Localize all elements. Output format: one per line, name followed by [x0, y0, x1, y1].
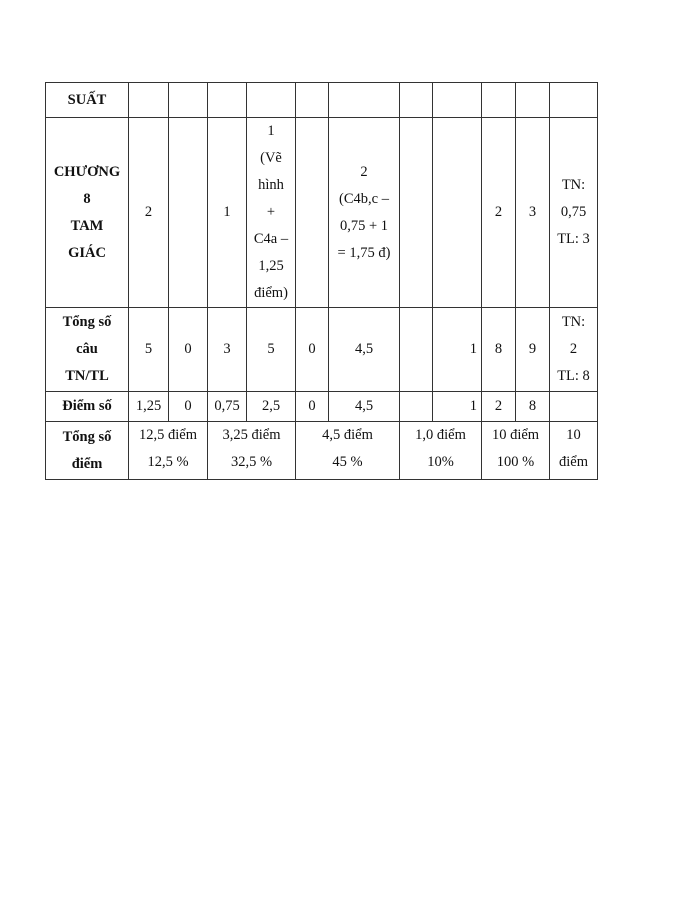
row-label: Điểm số [46, 392, 129, 422]
row-label: CHƯƠNG 8 TAM GIÁC [46, 118, 129, 308]
table-cell: 5 [247, 308, 296, 392]
row-label: Tổng số câu TN/TL [46, 308, 129, 392]
table-cell [296, 83, 329, 118]
table-cell: 12,5 điểm 12,5 % [129, 422, 208, 480]
table-cell: 2 (C4b,c – 0,75 + 1 = 1,75 đ) [329, 118, 400, 308]
table-cell: 10 điểm [550, 422, 598, 480]
table-cell [482, 83, 516, 118]
table-cell [400, 308, 433, 392]
table-cell [550, 83, 598, 118]
table-cell: 10 điểm 100 % [482, 422, 550, 480]
table-row-tong-so-diem [46, 422, 598, 480]
table-cell: 2 [482, 118, 516, 308]
table-row-diem-so [46, 392, 598, 422]
table-cell [433, 118, 482, 308]
table-cell [400, 118, 433, 308]
table-cell [208, 83, 247, 118]
table-cell: 2,5 [247, 392, 296, 422]
table-row-tong-so-cau [46, 308, 598, 392]
table-cell [296, 118, 329, 308]
table-cell [169, 118, 208, 308]
table-cell: TN: 2 TL: 8 [550, 308, 598, 392]
table-row-chuong-8 [46, 118, 598, 308]
table-cell: 0,75 [208, 392, 247, 422]
table-cell [247, 83, 296, 118]
table-cell: 1 [208, 118, 247, 308]
table-cell [550, 392, 598, 422]
table-cell: 2 [129, 118, 169, 308]
table-cell [400, 392, 433, 422]
exam-matrix-table [45, 82, 598, 480]
table-cell: 1,25 [129, 392, 169, 422]
table-cell: 2 [482, 392, 516, 422]
table-cell: 0 [296, 308, 329, 392]
table-cell: 8 [482, 308, 516, 392]
table-row-suat [46, 83, 598, 118]
table-cell [400, 83, 433, 118]
table-cell: 9 [516, 308, 550, 392]
row-label: Tổng số điểm [46, 422, 129, 480]
table-cell [329, 83, 400, 118]
table-cell: 3 [516, 118, 550, 308]
table-cell: 4,5 [329, 308, 400, 392]
table-cell [433, 83, 482, 118]
table-cell: 0 [296, 392, 329, 422]
table-cell: 1 [433, 308, 482, 392]
table-cell: 8 [516, 392, 550, 422]
table-cell: 1 [433, 392, 482, 422]
table-cell: 4,5 [329, 392, 400, 422]
table-cell: 3,25 điểm 32,5 % [208, 422, 296, 480]
table-cell: 1,0 điểm 10% [400, 422, 482, 480]
table-cell [169, 83, 208, 118]
table-cell: 1 (Vẽ hình + C4a – 1,25 điểm) [247, 118, 296, 308]
table-cell: 4,5 điểm 45 % [296, 422, 400, 480]
table-cell: 0 [169, 392, 208, 422]
table-cell [129, 83, 169, 118]
table-cell: TN: 0,75 TL: 3 [550, 118, 598, 308]
table-cell: 3 [208, 308, 247, 392]
table-cell: 5 [129, 308, 169, 392]
table-cell [516, 83, 550, 118]
table-cell: 0 [169, 308, 208, 392]
row-label: SUẤT [46, 83, 129, 118]
